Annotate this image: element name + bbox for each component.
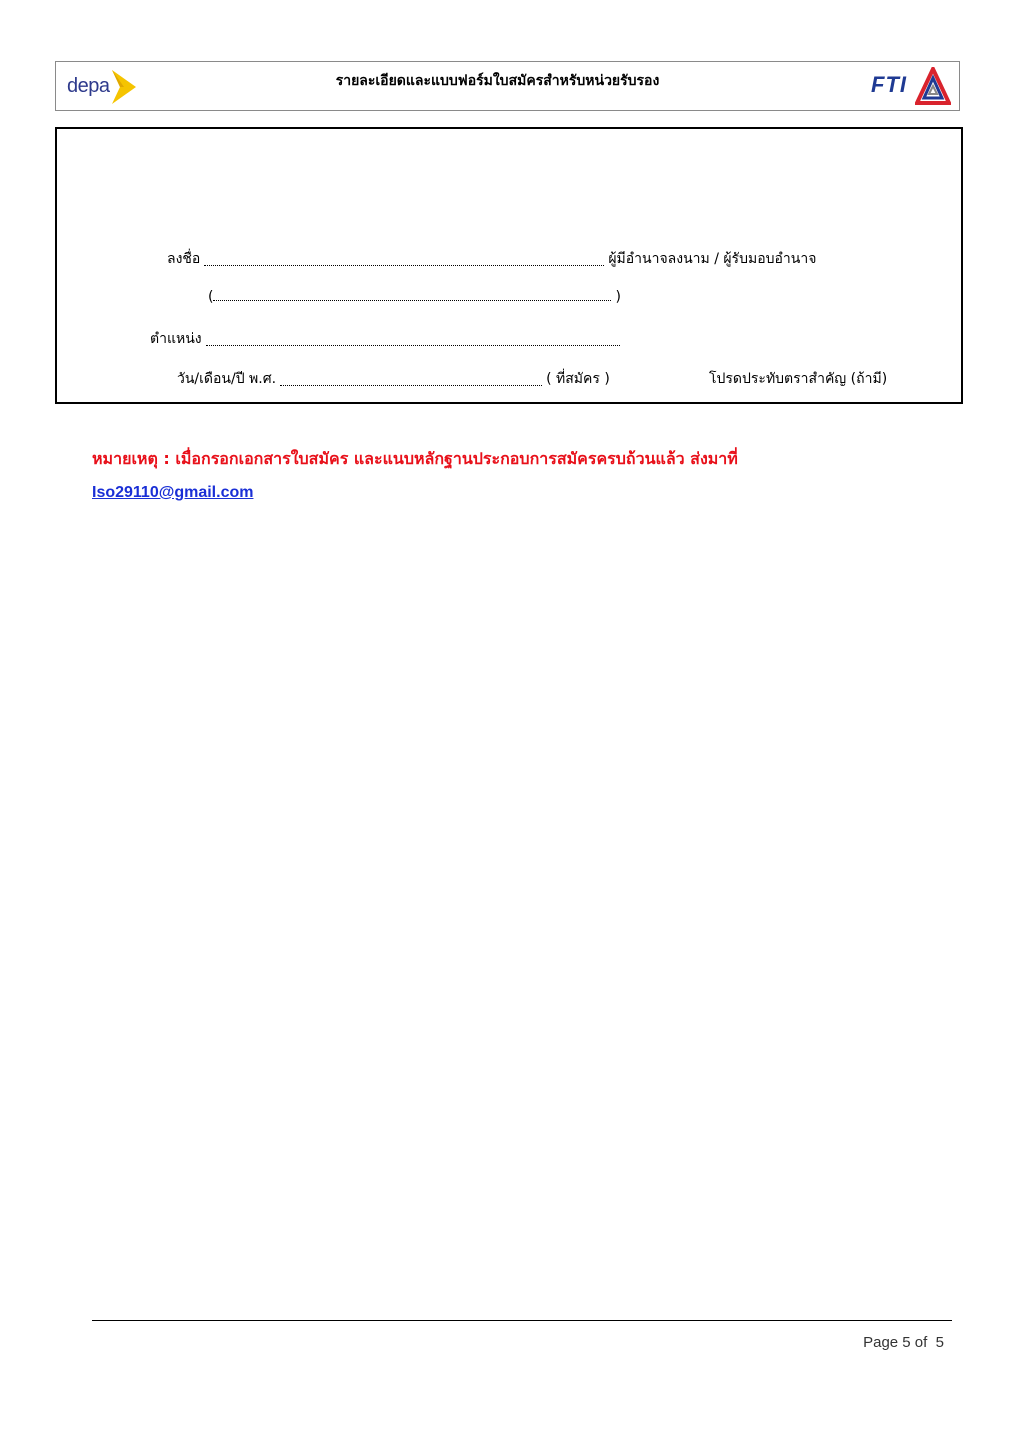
position-field[interactable] <box>206 344 620 346</box>
seal-note-row <box>709 368 887 390</box>
document-header <box>55 61 960 111</box>
date-row <box>177 368 610 390</box>
printed-name-field[interactable] <box>213 299 611 301</box>
document-title <box>56 70 959 92</box>
location-label: ( ที่สมัคร ) <box>546 371 610 387</box>
email-link[interactable]: Iso29110@gmail.com <box>92 484 254 501</box>
fti-logo <box>865 66 953 108</box>
seal-note: โปรดประทับตราสำคัญ (ถ้ามี) <box>709 371 888 387</box>
signer-role: ผู้มีอำนาจลงนาม / ผู้รับมอบอำนาจ <box>608 251 817 267</box>
fti-triangle-icon <box>915 67 951 107</box>
open-paren: ( <box>208 289 214 305</box>
page-number: Page 5 of 5 <box>863 1334 944 1351</box>
depa-logo-text: depa <box>67 75 110 97</box>
footer-divider <box>92 1320 952 1321</box>
date-label: วัน/เดือน/ปี พ.ศ. <box>177 371 277 387</box>
position-label: ตำแหน่ง <box>150 331 202 347</box>
signature-form-box <box>55 127 963 404</box>
signature-row <box>167 248 816 270</box>
remark-note: หมายเหตุ : เมื่อกรอกเอกสารใบสมัคร และแนบหลักฐานประกอบการสมัครครบถ้วนแล้ว ส่งมาที่ <box>92 449 738 468</box>
name-row <box>208 289 621 305</box>
document-title-text: รายละเอียดและแบบฟอร์มใบสมัครสำหรับหน่วยรับรอง <box>335 73 660 89</box>
sign-label: ลงชื่อ <box>167 251 201 267</box>
fti-logo-text: FTI <box>871 72 907 97</box>
position-row <box>150 328 624 350</box>
date-field[interactable] <box>280 384 542 386</box>
signature-field[interactable] <box>204 264 604 266</box>
close-paren: ) <box>615 289 621 305</box>
